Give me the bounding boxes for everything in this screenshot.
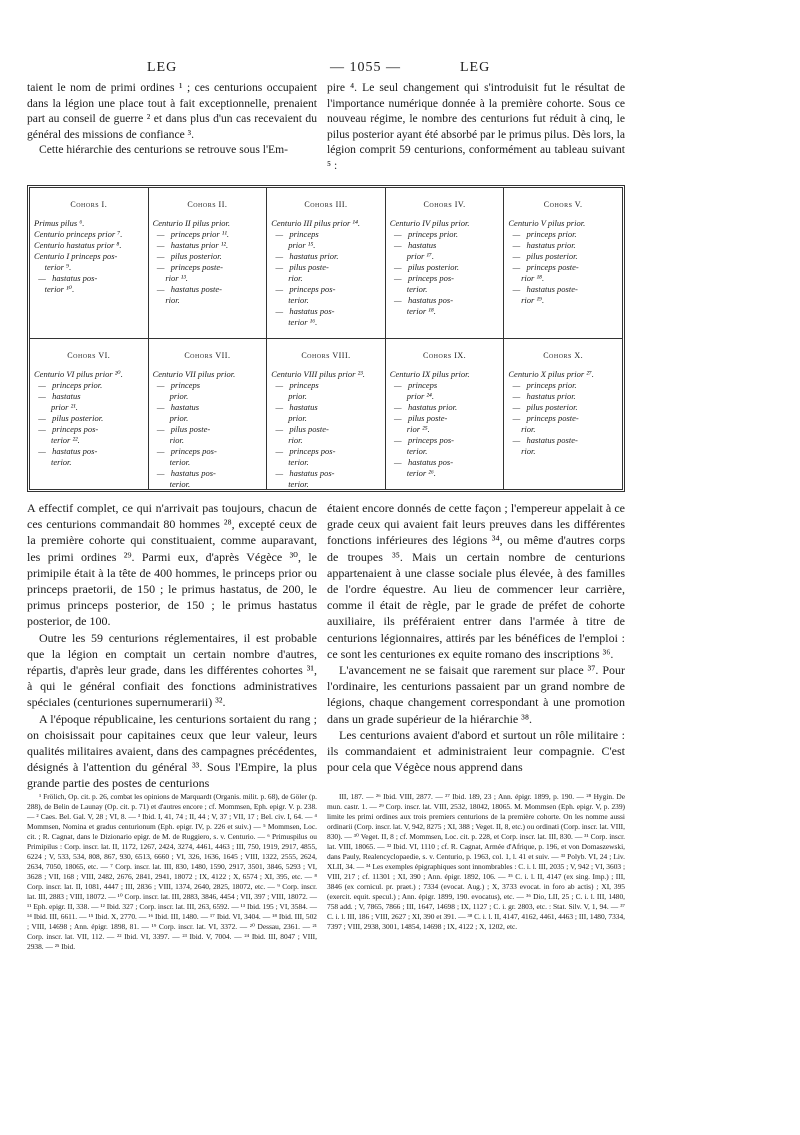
footnotes-right xyxy=(327,792,625,932)
paragraph: L'avancement ne se faisait que rarement sur place ³⁷. Pour l'ordinaire, les centurions passaient par un grand nombre de légions, chaque changement correspondant à une promotion dans un grade supérieur de la hiérarchie ³⁸. xyxy=(327,663,625,726)
cohort-title: Cohors II. xyxy=(187,200,228,209)
centurion-rank: terior ⁹. xyxy=(34,262,72,272)
centurion-rank: — princeps pos- xyxy=(34,424,99,434)
centurion-rank: terior. xyxy=(271,479,309,489)
centurion-rank: Centurio IX pilus prior. xyxy=(389,369,470,379)
cohort-cell xyxy=(30,188,149,338)
cohort-title: Cohors VI. xyxy=(67,351,111,360)
intro-left-column xyxy=(27,80,317,158)
centurion-rank: — princeps xyxy=(271,229,319,239)
footnotes-left xyxy=(27,792,317,952)
centurion-rank: terior. xyxy=(152,479,191,489)
header-left: LEG xyxy=(147,60,178,75)
centurion-rank: — princeps xyxy=(389,380,438,390)
centurion-rank: terior. xyxy=(271,295,309,305)
footnote-block: III, 187. — ²⁶ Ibid. VIII, 2877. — ²⁷ Ibid. 189, 23 ; Ann. épigr. 1899, p. 190. — ²⁸ Hygin. De mun. castr. 1. — ²⁹ Corp. inscr. lat. VIII, 2532, 18042, 18065. M. Mommsen (Eph. epigr. V, p. 239) limite les primi ordines aux trois premiers centurions de la première cohorte. On les nomme aussi ordinarii (Corp. inscr. lat. V, 942, 8275 ; XI, 388 ; Veget. II, 8, etc.) ou ordinati (Corp. inscr. lat. VIII, 830). — ³⁰ Veget. II, 8 ; cf. Mommsen, Loc. cit. p. 228, et Corp. inscr. lat. III, 830. — ³¹ Corp. inscr. lat. VIII, 18065. — ³² Ibid. VI, 1110 ; cf. R. Cagnat, Armée d'Afrique, p. 196, et von Domaszewski, dans Pauly, Realencyclopaedie, s. v. Centurio, p. 1963, col. 1, l. 41 et suiv. — ³³ Polyb. VI, 24 ; Liv. XLII, 34. — ³⁴ Les exemples épigraphiques sont innombrables : C. i. l. III, 2035 ; V, 942 ; VI, 3603 ; VIII, 217 ; cf. 11301 ; XI, 390 ; Ann. épigr. 1892, 106. — ³⁵ C. i. l. II, 4147 (ex sing. Imp.) ; III, 3846 (ex cornicul. pr. praet.) ; 7334 (evocat. Aug.) ; X, 3733 evocat. in foro ab actis) ; XI, 395 (exercit. equit. specul.) ; Ann. épigr. 1899, 190. evocatus), etc. — ³⁶ Dio, LII, 25 ; C. i. l. III, 1480, 758 add. ; V, 7865, 7866 ; III, 1647, 14698 ; IX, 1127 ; C. i. gr. 2803, etc. : Stat. Silv. V, 1, 94. — ³⁷ C. i. l. III, 186 ; VIII, 2627 ; XI, 390 et 391. — ³⁸ C. i. l. II, 4147, 4162, 4461, 4463 ; III, 1480, 7334, 7397 ; VIII, 2938, 3001, 14854, 14698 ; IX, 4122 ; X, 1202, etc. xyxy=(327,792,625,931)
cohort-cell xyxy=(504,339,622,489)
centurions-table xyxy=(27,185,625,492)
cohort-cell xyxy=(504,188,622,338)
centurion-rank: Centurio II pilus prior. xyxy=(152,218,231,228)
centurion-rank: — princeps pos- xyxy=(271,284,336,294)
intro-right-column xyxy=(327,80,625,174)
cohort-title: Cohors VII. xyxy=(184,351,231,360)
centurion-rank: prior ¹⁷. xyxy=(389,251,435,261)
centurion-rank: rior. xyxy=(271,435,303,445)
page-number: — 1055 — xyxy=(330,60,401,75)
centurion-rank: — princeps xyxy=(271,380,319,390)
centurion-rank: — princeps poste- xyxy=(152,262,223,272)
cohort-title: Cohors V. xyxy=(543,200,583,209)
cohort-title: Cohors IX. xyxy=(423,351,467,360)
centurion-rank: terior. xyxy=(389,446,428,456)
centurion-rank: rior. xyxy=(508,424,536,434)
centurion-rank: prior. xyxy=(271,391,307,401)
centurion-rank: — hastatus pos- xyxy=(152,468,216,478)
centurion-rank: rior. xyxy=(152,295,180,305)
body-left-column xyxy=(27,500,317,792)
page-header xyxy=(0,60,800,80)
centurion-rank: — hastatus xyxy=(152,402,200,412)
paragraph: Cette hiérarchie des centurions se retrouve sous l'Em- xyxy=(39,143,289,157)
centurion-rank: Centurio V pilus prior. xyxy=(508,218,586,228)
centurion-rank: — hastatus poste- xyxy=(508,284,578,294)
centurion-rank: rior ¹⁸. xyxy=(508,273,545,283)
centurion-rank: — hastatus prior ¹². xyxy=(152,240,229,250)
cohort-cell xyxy=(267,339,386,489)
paragraph: taient le nom de primi ordines ¹ ; ces centurions occupaient dans la légion une place tout à fait exceptionnelle, prenaient part au conseil de guerre ² et dans plus d'un cas recevaient du général des missions de confiance ³. xyxy=(27,81,317,141)
centurion-rank: prior ²⁴. xyxy=(389,391,435,401)
cohort-cell xyxy=(149,339,268,489)
centurion-rank: — hastatus poste- xyxy=(152,284,223,294)
centurion-rank: rior. xyxy=(508,446,536,456)
centurion-rank: — princeps poste- xyxy=(508,413,579,423)
paragraph: pire ⁴. Le seul changement qui s'introduisit fut le résultat de l'importance numérique donnée à la première cohorte. Sous ce nouveau régime, le nombre des centurions fut réduit à cinq, le pilus posterior ayant été absorbé par le primus pilus. Dès lors, la légion comprit 59 centurions, conformément au tableau suivant ⁵ : xyxy=(327,81,625,172)
centurion-rank: — hastatus prior. xyxy=(271,251,339,261)
centurion-rank: — hastatus poste- xyxy=(508,435,578,445)
centurion-rank: terior. xyxy=(389,284,428,294)
centurion-rank: — princeps pos- xyxy=(389,435,455,445)
centurion-rank: prior. xyxy=(152,413,189,423)
paragraph: Outre les 59 centurions réglementaires, il est probable que la légion en comptait un certain nombre d'autres, répartis, d'après leur grade, dans les différentes cohortes ³¹, à qui le général confiait des fonctions administratives spéciales (centuriones supernumerarii) ³². xyxy=(27,630,317,710)
table-row xyxy=(30,339,622,489)
centurion-rank: prior ¹⁵. xyxy=(271,240,316,250)
centurion-rank: rior ²⁵. xyxy=(389,424,430,434)
centurion-rank: rior. xyxy=(271,273,303,283)
table-row xyxy=(30,188,622,339)
centurion-rank: — pilus posterior. xyxy=(508,402,578,412)
cohort-cell xyxy=(149,188,268,338)
centurion-rank: terior ¹⁰. xyxy=(34,284,75,294)
centurion-rank: — pilus poste- xyxy=(271,262,329,272)
centurion-rank: rior ¹⁹. xyxy=(508,295,545,305)
centurion-rank: Primus pilus ⁶. xyxy=(34,218,85,228)
centurion-rank: — hastatus xyxy=(271,402,318,412)
cohort-title: Cohors III. xyxy=(304,200,348,209)
centurion-rank: — hastatus pos- xyxy=(34,446,98,456)
cohort-title: Cohors X. xyxy=(543,351,584,360)
cohort-title: Cohors I. xyxy=(70,200,108,209)
body-right-column xyxy=(327,500,625,775)
centurion-rank: Centurio VII pilus prior. xyxy=(152,369,236,379)
centurion-rank: — pilus poste- xyxy=(271,424,329,434)
centurion-rank: terior. xyxy=(34,457,72,467)
paragraph: A l'époque républicaine, les centurions sortaient du rang ; on choisissait pour capitaines ceux que leur valeur, leurs qualités militaires avaient, dans des campagnes précédentes, désignés à l'attention du général ³³. Sous l'Empire, la plus grande partie des postes de centurions xyxy=(27,711,317,791)
cohort-cell xyxy=(386,188,505,338)
paragraph: A effectif complet, ce qui n'arrivait pas toujours, chacun de ces centurions commandait 80 hommes ²⁸, excepté ceux de la première cohorte qui constituaient, comme auparavant, les primi ordines ²⁹. Parmi eux, d'après Végèce ³⁰, le primipile était à la tête de 400 hommes, le princeps prior ou princeps praetorii, de 150 ; le primus hastatus, de 200, le primus princeps posterior, de 150 ; le primus hastatus posterior, de 100. xyxy=(27,501,317,629)
cohort-cell xyxy=(30,339,149,489)
centurion-rank: Centurio VIII pilus prior ²³. xyxy=(271,369,365,379)
centurion-rank: Centurio X pilus prior ²⁷. xyxy=(508,369,594,379)
centurion-rank: — princeps prior ¹¹. xyxy=(152,229,229,239)
centurion-rank: — princeps poste- xyxy=(508,262,579,272)
centurion-rank: Centurio I princeps pos- xyxy=(34,251,118,261)
centurion-rank: — hastatus xyxy=(34,391,81,401)
centurion-rank: — hastatus pos- xyxy=(34,273,98,283)
cohort-cell xyxy=(267,188,386,338)
centurion-rank: — pilus posterior. xyxy=(152,251,222,261)
centurion-rank: — princeps pos- xyxy=(271,446,336,456)
cohort-cell xyxy=(386,339,505,489)
footnote-block: ¹ Frölich, Op. cit. p. 26, combat les opinions de Marquardt (Organis. milit. p. 68), de Göler (p. 288), de Belin de Launay (Op. cit. p. 71) et d'autres encore ; cf. Mommsen, Eph. epigr. V. p. 238. — ² Caes. Bel. Gal. V, 28 ; VI, 8. — ³ Ibid. I, 41, 74 ; II, 44 ; V, 37 ; VII, 17 ; Bel. civ. I, 64. — ⁴ Mommsen, Nomina et gradus centurionum (Eph. epigr. IV, p. 226 et suiv.) — ⁵ Mommsen, Loc. cit. ; R. Cagnat, dans le Dizionario epigr. de M. de Ruggiero, s. v. Centurio. — ⁶ Primuspilus ou Primipilus : Corp. inscr. lat. II, 1172, 1267, 2424, 3274, 4461, 4463 ; III, 750, 1919, 2917, 4855, 6224 ; V, 533, 534, 808, 867, 930, 6513, 6660 ; VI, 326, 1636, 1645 ; VIII, 1322, 2555, 2624, 2634, 7050, 18065, etc. — ⁷ Corp. inscr. lat. III, 830, 1480, 1590, 2917, 3501, 3846, 5293 ; VI, 3628 ; VII, 168 ; VIII, 2482, 2676, 2841, 2941, 18072 ; IX, 4122 ; X, 6574 ; XI, 395, etc. — ⁸ Corp. inscr. lat. II, 1081, 4447 ; III, 2836 ; VIII, 1374, 2640, 2825, 18072, etc. — ⁹ Corp. inscr. lat. III, 2883 ; VIII, 18072. — ¹⁰ Corp. inscr. lat. III, 2883, 3846, 4454 ; VII, 397 ; VIII, 18072. — ¹¹ Eph. epigr. II, 338. — ¹² Ibid. 327 ; Corp. inscr. lat. III, 263, 6592. — ¹³ Ibid. 195 ; VI, 3584. — ¹⁴ Ibid. III, 6611. — ¹⁵ Ibid. X, 2770. — ¹⁶ Ibid. III, 1480. — ¹⁷ Ibid. VI, 3404. — ¹⁸ Ibid. III, 502 ; VIII, 14698 ; Ann. épigr. 1898, 81. — ¹⁹ Corp. inscr. lat. VI, 3372. — ²⁰ Dessau, 2361. — ²¹ Corp. inscr. lat. VII, 112. — ²² Ibid. VI, 3397. — ²³ Ibid. V, 7004. — ²⁴ Ibid. III, 8047 ; VIII, 2938. — ²⁵ Ibid. xyxy=(27,792,317,951)
centurion-rank: Centurio III pilus prior ¹⁴. xyxy=(271,218,361,228)
centurion-rank: Centurio princeps prior ⁷. xyxy=(34,229,123,239)
centurion-rank: — pilus posterior. xyxy=(508,251,578,261)
centurion-rank: terior ¹⁸. xyxy=(389,306,436,316)
centurion-rank: terior. xyxy=(152,457,191,467)
centurion-rank: Centurio VI pilus prior ²⁰. xyxy=(34,369,123,379)
centurion-rank: prior. xyxy=(152,391,189,401)
centurion-rank: — hastatus prior. xyxy=(508,240,576,250)
centurion-rank: prior. xyxy=(271,413,307,423)
centurion-rank: — pilus posterior. xyxy=(389,262,459,272)
centurion-rank: — princeps pos- xyxy=(152,446,217,456)
centurion-rank: — princeps xyxy=(152,380,201,390)
cohort-title: Cohors VIII. xyxy=(301,351,351,360)
paragraph: Les centurions avaient d'abord et surtout un rôle militaire : ils commandaient et administraient leur compagnie. C'est pour cela que Végèce nous apprend dans xyxy=(327,727,625,775)
centurion-rank: — princeps pos- xyxy=(389,273,455,283)
centurion-rank: Centurio IV pilus prior. xyxy=(389,218,470,228)
centurion-rank: — hastatus pos- xyxy=(271,468,335,478)
centurion-rank: — princeps prior. xyxy=(389,229,459,239)
centurion-rank: — hastatus prior. xyxy=(508,391,576,401)
centurion-rank: — pilus posterior. xyxy=(34,413,104,423)
centurion-rank: — pilus poste- xyxy=(389,413,448,423)
centurion-rank: terior. xyxy=(271,457,309,467)
paragraph: étaient encore donnés de cette façon ; l'empereur appelait à ce grade ceux qui avaient fait leurs preuves dans les différentes fonctions inférieures des légions ³⁴, ou même d'autres corps de troupes ³⁵. Mais un certain nombre de centurions appartenaient à une classe sociale plus élevée, à des familles de l'ordre équestre. Au lieu de commencer leur carrière, comme il était de règle, par le grade de préfet de cohorte auxiliaire, ils préféraient entrer dans l'armée à titre de centurions légionnaires, attirés par les bénéfices de l'emploi : ce sont les centuriones ex equite romano des inscriptions ³⁶. xyxy=(327,501,625,661)
centurion-rank: Centurio hastatus prior ⁸. xyxy=(34,240,122,250)
centurion-rank: — princeps prior. xyxy=(508,229,577,239)
centurion-rank: — pilus poste- xyxy=(152,424,211,434)
centurion-rank: terior ²². xyxy=(34,435,80,445)
centurion-rank: rior ¹³. xyxy=(152,273,188,283)
centurion-rank: — hastatus pos- xyxy=(389,295,454,305)
centurion-rank: rior. xyxy=(152,435,185,445)
centurion-rank: prior ²¹. xyxy=(34,402,78,412)
centurion-rank: — hastatus pos- xyxy=(389,457,454,467)
centurion-rank: terior ¹⁶. xyxy=(271,317,318,327)
centurion-rank: — hastatus xyxy=(389,240,437,250)
centurion-rank: — hastatus prior. xyxy=(389,402,458,412)
centurion-rank: — princeps prior. xyxy=(508,380,577,390)
centurion-rank: — hastatus pos- xyxy=(271,306,335,316)
header-right: LEG xyxy=(460,60,491,75)
cohort-title: Cohors IV. xyxy=(423,200,466,209)
centurion-rank: — princeps prior. xyxy=(34,380,103,390)
centurion-rank: terior ²⁶. xyxy=(389,468,436,478)
